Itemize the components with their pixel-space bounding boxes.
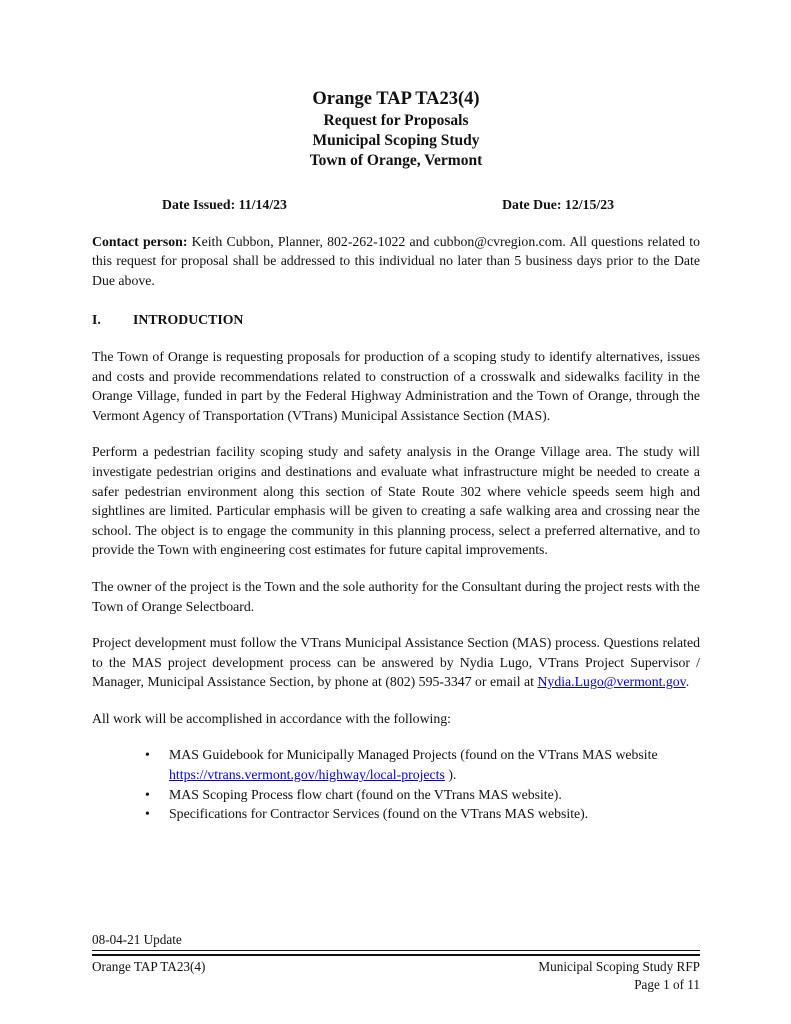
contact-paragraph — [92, 232, 700, 291]
requirements-bullet-list — [92, 745, 700, 823]
document-subtitle-study: Municipal Scoping Study — [312, 132, 480, 149]
bullet-text-specifications: Specifications for Contractor Services (found on the VTrans MAS website). — [169, 806, 589, 822]
document-title-block — [92, 88, 700, 171]
paragraph-4-text: Project development must follow the VTrans Municipal Assistance Section (MAS) process. Questions related to the MAS project development process can be answered by Nydia Lugo, VTrans Project Supervisor / Manager, Municipal Assistance Section, by phone at (802) 595-3347 or email at — [92, 635, 700, 690]
list-item — [145, 804, 660, 824]
dates-row — [92, 195, 700, 215]
date-issued: Date Issued: 11/14/23 — [162, 197, 287, 212]
page-number: Page 1 of 11 — [634, 977, 700, 992]
list-item — [145, 745, 660, 784]
vtrans-website-link[interactable]: https://vtrans.vermont.gov/highway/local-projects — [169, 767, 445, 783]
date-due: Date Due: 12/15/23 — [502, 197, 614, 212]
bullet-0-text: MAS Guidebook for Municipally Managed Projects (found on the VTrans MAS website — [169, 747, 658, 763]
document-subtitle-town: Town of Orange, Vermont — [309, 152, 483, 169]
contact-text: Keith Cubbon, Planner, 802-262-1022 and cubbon@cvregion.com. All questions related to this request for proposal shall be addressed to this individual no later than 5 business days prior to the Date Due above. — [92, 233, 700, 288]
list-item — [145, 785, 660, 805]
bullet-text-guidebook — [169, 745, 660, 784]
bullet-icon: • — [145, 806, 150, 822]
intro-paragraph-2: Perform a pedestrian facility scoping study and safety analysis in the Orange Village area. The study will investigate pedestrian origins and destinations and evaluate what infrastructure might be needed to create a safer pedestrian environment along this section of State Route 302 where vehicle speeds seem high and sightlines are limited. Particular emphasis will be given to creating a safe walking area and crossing near the school. The object is to engage the community in this planning process, select a preferred alternative, and to provide the Town with engineering cost estimates for future capital improvements. — [92, 444, 700, 558]
footer-rule-thin — [92, 950, 700, 951]
bullet-text-flow-chart: MAS Scoping Process flow chart (found on the VTrans MAS website). — [169, 786, 562, 802]
footer-document-type: Municipal Scoping Study RFP — [538, 959, 700, 974]
footer-rule-thick — [92, 954, 700, 956]
intro-paragraph-1: The Town of Orange is requesting proposals for production of a scoping study to identify alternatives, issues and costs and provide recommendations related to construction of a crosswalk and sidewalks facility in the Orange Village, funded in part by the Federal Highway Administration and the Town of Orange, through the Vermont Agency of Transportation (VTrans) Municipal Assistance Section (MAS). — [92, 348, 700, 423]
intro-paragraph-4 — [92, 633, 700, 692]
footer-row — [92, 958, 700, 976]
intro-paragraph-3: The owner of the project is the Town and the sole authority for the Consultant during the project rests with the Town of Orange Selectboard. — [92, 578, 700, 614]
section-title: INTRODUCTION — [133, 312, 244, 328]
email-link[interactable]: Nydia.Lugo@vermont.gov — [537, 674, 686, 690]
update-note: 08-04-21 Update — [92, 932, 182, 947]
section-heading-introduction — [92, 310, 700, 330]
section-number: I. — [92, 312, 101, 328]
document-subtitle-rfp: Request for Proposals — [323, 112, 469, 129]
bullet-icon: • — [145, 786, 150, 802]
bullet-icon: • — [145, 747, 150, 763]
page-footer — [92, 931, 700, 994]
bullet-0-suffix: ). — [444, 767, 457, 783]
paragraph-4-period: . — [685, 674, 690, 690]
footer-document-id: Orange TAP TA23(4) — [92, 959, 206, 974]
document-title: Orange TAP TA23(4) — [312, 89, 480, 109]
contact-label: Contact person: — [92, 233, 188, 249]
intro-paragraph-5: All work will be accomplished in accordance with the following: — [92, 710, 452, 726]
